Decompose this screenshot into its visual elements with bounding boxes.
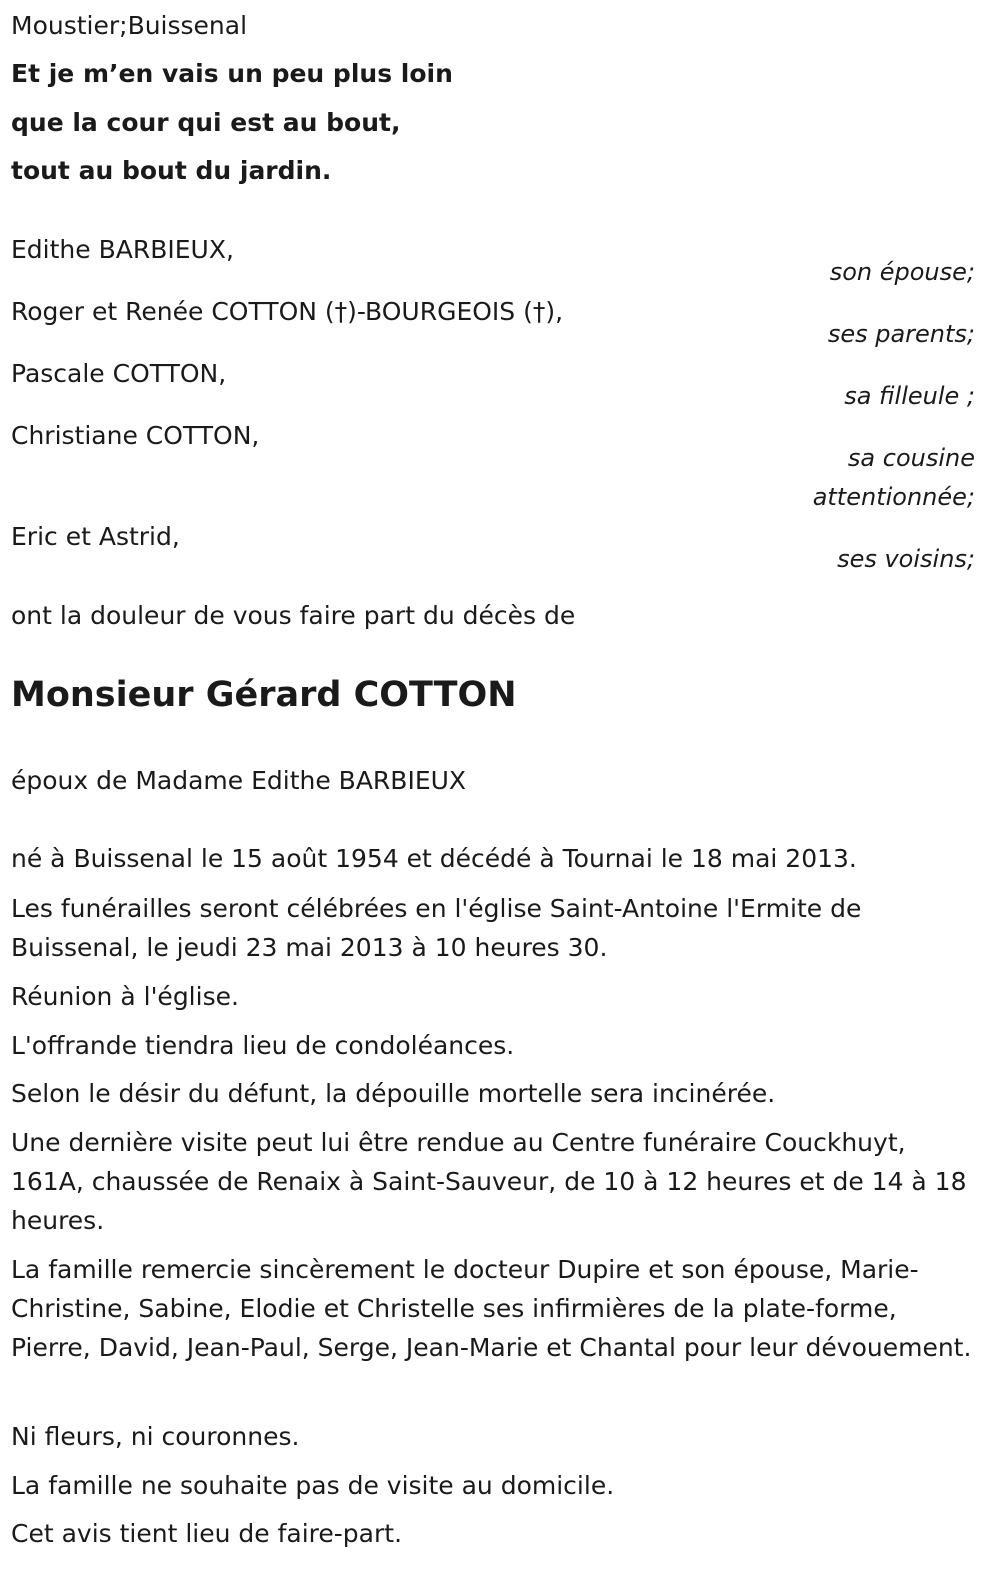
family-member-name: Pascale COTTON,	[11, 359, 227, 388]
location-line: Moustier;Buissenal	[11, 11, 248, 40]
cremation-paragraph: Selon le désir du défunt, la dépouille mortelle sera incinérée.	[11, 1079, 776, 1108]
meeting-paragraph: Réunion à l'église.	[11, 982, 239, 1011]
deceased-name: Monsieur Gérard COTTON	[11, 675, 517, 715]
family-member-relation: sa cousine	[847, 444, 975, 472]
offering-paragraph: L'offrande tiendra lieu de condoléances.	[11, 1031, 515, 1060]
no-flowers-paragraph: Ni fleurs, ni couronnes.	[11, 1422, 300, 1451]
funeral-paragraph: Les funérailles seront célébrées en l'église Saint-Antoine l'Ermite de Buissenal, le jeudi 23 mai 2013 à 10 heures 30.	[11, 894, 862, 962]
family-member-relation: attentionnée;	[812, 483, 975, 511]
family-member-relation: ses parents;	[827, 320, 975, 348]
family-member-name: Eric et Astrid,	[11, 522, 180, 551]
family-member-relation: son épouse;	[829, 258, 975, 286]
family-member-name: Roger et Renée COTTON (†)-BOURGEOIS (†),	[11, 297, 564, 326]
poem-line-1: Et je m’en vais un peu plus loin	[11, 59, 453, 88]
family-member-relation: sa filleule ;	[844, 382, 975, 410]
visit-paragraph: Une dernière visite peut lui être rendue au Centre funéraire Couckhuyt, 161A, chaussée de Renaix à Saint-Sauveur, de 10 à 12 heures et de 14 à 18 heures.	[11, 1128, 967, 1235]
family-member-relation: ses voisins;	[837, 545, 975, 573]
thanks-paragraph: La famille remercie sincèrement le docteur Dupire et son épouse, Marie-Christine, Sabine, Elodie et Christelle ses infirmières de la plate-forme, Pierre, David, Jean-Paul, Serge, Jean-Marie et Chantal pour leur dévouement.	[11, 1255, 972, 1362]
spouse-line: époux de Madame Edithe BARBIEUX	[11, 766, 467, 795]
family-member-name: Edithe BARBIEUX,	[11, 235, 234, 264]
family-member-name: Christiane COTTON,	[11, 421, 260, 450]
no-home-visit-paragraph: La famille ne souhaite pas de visite au domicile.	[11, 1471, 615, 1500]
poem-line-2: que la cour qui est au bout,	[11, 108, 401, 137]
notice-paragraph: Cet avis tient lieu de faire-part.	[11, 1519, 403, 1548]
poem-line-3: tout au bout du jardin.	[11, 156, 332, 185]
birth-death-paragraph: né à Buissenal le 15 août 1954 et décédé à Tournai le 18 mai 2013.	[11, 844, 857, 873]
announcement-line: ont la douleur de vous faire part du décès de	[11, 601, 576, 630]
